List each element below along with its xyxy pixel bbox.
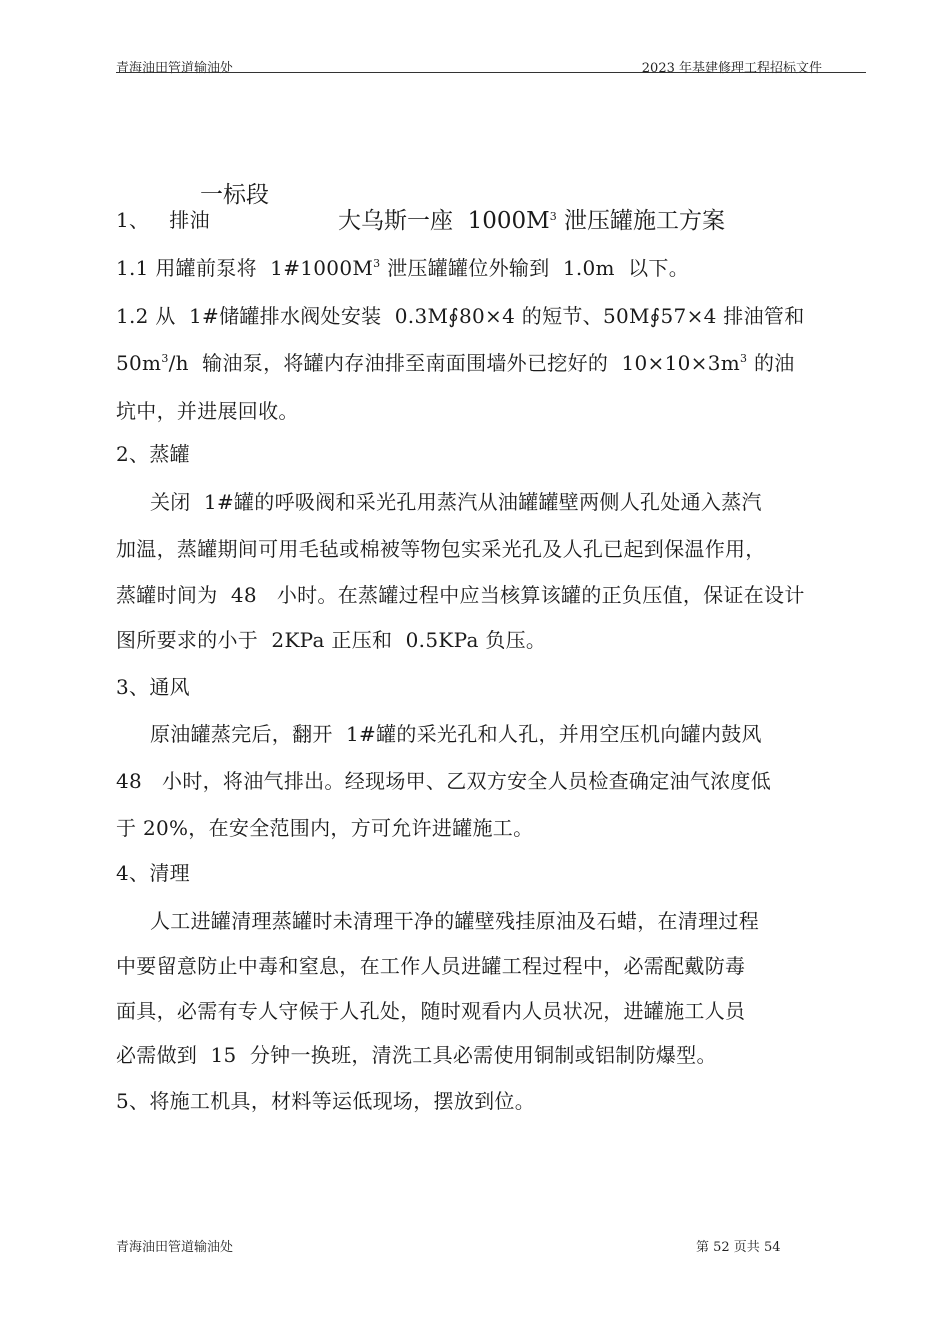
- header-org: 青海油田管道输油处: [116, 61, 234, 76]
- paragraph-4-line-2: 中要留意防止中毒和窒息，在工作人员进罐工程过程中，必需配戴防毒: [116, 954, 746, 978]
- paragraph-1-1: 1.1 用罐前泵将 $1\#1000M^3$ 泄压罐罐位外输到 1.0m 以下。: [116, 256, 690, 280]
- paragraph-2-line-1: 关闭 1#罐的呼吸阀和采光孔用蒸汽从油罐罐壁两侧人孔处通入蒸汽: [150, 490, 762, 514]
- section-5-heading: 5、将施工机具，材料等运低现场，摆放到位。: [116, 1089, 536, 1113]
- footer-org: 青海油田管道输油处: [116, 1240, 234, 1255]
- footer-page-number: 第 52 页共 54: [696, 1240, 781, 1255]
- paragraph-1-2-line-3: 坑中，并进展回收。: [116, 399, 299, 423]
- paragraph-2-line-4: 图所要求的小于 2KPa 正压和 0.5KPa 负压。: [116, 628, 547, 652]
- paragraph-3-line-1: 原油罐蒸完后，翻开 1#罐的采光孔和人孔，并用空压机向罐内鼓风: [150, 722, 762, 746]
- paragraph-2-line-2: 加温，蒸罐期间可用毛毡或棉被等物包实采光孔及人孔已起到保温作用，: [116, 537, 766, 561]
- header-doc-title: 2023 年基建修理工程招标文件: [641, 61, 822, 76]
- paragraph-4-line-1: 人工进罐清理蒸罐时未清理干净的罐壁残挂原油及石蜡，在清理过程: [150, 909, 759, 933]
- paragraph-1-2-line-1: 1.2 从 1#储罐排水阀处安装 0.3M∮80×4 的短节、50M∮57×4 排油管和: [116, 304, 805, 328]
- section-2-heading: 2、蒸罐: [116, 442, 190, 466]
- section-3-heading: 3、通风: [116, 675, 190, 699]
- title-main: 大乌斯一座 $1000M^3$ 泄压罐施工方案: [338, 208, 726, 234]
- paragraph-2-line-3: 蒸罐时间为 48 小时。在蒸罐过程中应当核算该罐的正负压值，保证在设计: [116, 583, 805, 607]
- header-divider: [116, 72, 866, 73]
- section-1-heading: 1、 排油: [116, 208, 210, 232]
- title-section: 一标段: [200, 182, 269, 208]
- paragraph-3-line-2: 48 小时，将油气排出。经现场甲、乙双方安全人员检查确定油气浓度低: [116, 769, 772, 793]
- page-title: [116, 150, 856, 234]
- section-4-heading: 4、清理: [116, 861, 190, 885]
- paragraph-3-line-3: 于 20%，在安全范围内，方可允许进罐施工。: [116, 816, 534, 840]
- paragraph-4-line-4: 必需做到 15 分钟一换班，清洗工具必需使用铜制或铝制防爆型。: [116, 1043, 717, 1067]
- paragraph-1-2-line-2: $50m^3/h$ 输油泵，将罐内存油排至南面围墙外已挖好的 $10\times 10\times 3m^3$ 的油: [116, 351, 795, 375]
- paragraph-4-line-3: 面具，必需有专人守候于人孔处，随时观看内人员状况，进罐施工人员: [116, 999, 746, 1023]
